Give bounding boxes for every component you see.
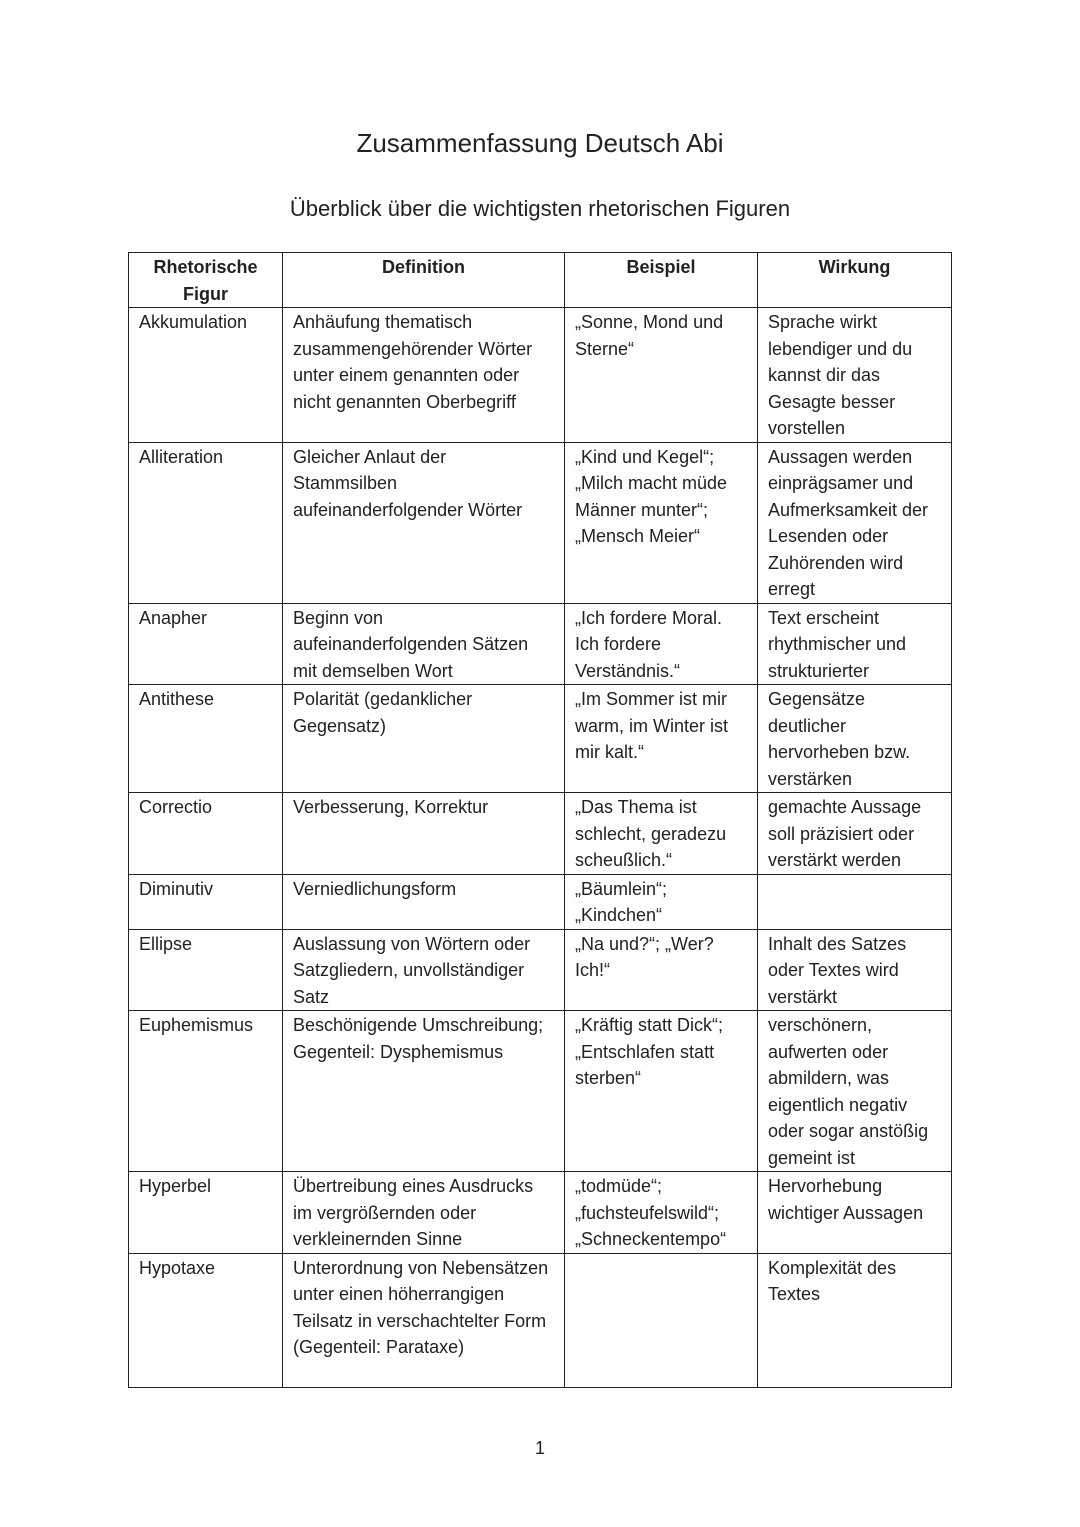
section-heading: Überblick über die wichtigsten rhetorischen Figuren bbox=[289, 196, 791, 221]
table-row bbox=[129, 1011, 952, 1172]
cell-wirkung: verschönern, aufwerten oder abmildern, was eigentlich negativ oder sogar anstößig gemeint ist bbox=[758, 1011, 952, 1172]
page-number: 1 bbox=[534, 1438, 545, 1458]
cell-figur: Anapher bbox=[129, 603, 283, 685]
cell-beispiel: „Das Thema ist schlecht, geradezu scheußlich.“ bbox=[565, 793, 758, 875]
cell-wirkung: Aussagen werden einprägsamer und Aufmerksamkeit der Lesenden oder Zuhörenden wird erregt bbox=[758, 442, 952, 603]
header-figur: Rhetorische Figur bbox=[129, 253, 283, 308]
rhetorical-figures-table bbox=[128, 252, 952, 1388]
header-wirkung: Wirkung bbox=[758, 253, 952, 308]
cell-definition: Beschönigende Umschreibung; Gegenteil: Dysphemismus bbox=[283, 1011, 565, 1172]
cell-beispiel: „todmüde“; „fuchsteufelswild“; „Schneckentempo“ bbox=[565, 1172, 758, 1254]
table-row bbox=[129, 793, 952, 875]
cell-beispiel: „Kind und Kegel“; „Milch macht müde Männer munter“; „Mensch Meier“ bbox=[565, 442, 758, 603]
cell-wirkung: Komplexität des Textes bbox=[758, 1253, 952, 1387]
cell-figur: Akkumulation bbox=[129, 308, 283, 443]
cell-beispiel: „Bäumlein“; „Kindchen“ bbox=[565, 874, 758, 929]
header-beispiel: Beispiel bbox=[565, 253, 758, 308]
cell-definition: Gleicher Anlaut der Stammsilben aufeinanderfolgender Wörter bbox=[283, 442, 565, 603]
cell-beispiel bbox=[565, 1253, 758, 1387]
table-row bbox=[129, 874, 952, 929]
table-row bbox=[129, 685, 952, 793]
header-definition: Definition bbox=[283, 253, 565, 308]
cell-figur: Diminutiv bbox=[129, 874, 283, 929]
cell-wirkung: Sprache wirkt lebendiger und du kannst dir das Gesagte besser vorstellen bbox=[758, 308, 952, 443]
cell-wirkung bbox=[758, 874, 952, 929]
cell-figur: Hypotaxe bbox=[129, 1253, 283, 1387]
cell-definition: Verniedlichungsform bbox=[283, 874, 565, 929]
cell-figur: Ellipse bbox=[129, 929, 283, 1011]
cell-definition: Verbesserung, Korrektur bbox=[283, 793, 565, 875]
table-row bbox=[129, 929, 952, 1011]
table-row bbox=[129, 442, 952, 603]
cell-definition: Auslassung von Wörtern oder Satzgliedern, unvollständiger Satz bbox=[283, 929, 565, 1011]
cell-definition: Beginn von aufeinanderfolgenden Sätzen mit demselben Wort bbox=[283, 603, 565, 685]
table-row bbox=[129, 1172, 952, 1254]
cell-figur: Hyperbel bbox=[129, 1172, 283, 1254]
cell-figur: Euphemismus bbox=[129, 1011, 283, 1172]
cell-beispiel: „Na und?“; „Wer? Ich!“ bbox=[565, 929, 758, 1011]
cell-figur: Correctio bbox=[129, 793, 283, 875]
cell-figur: Alliteration bbox=[129, 442, 283, 603]
table-header-row bbox=[129, 253, 952, 308]
cell-wirkung: Hervorhebung wichtiger Aussagen bbox=[758, 1172, 952, 1254]
table-row bbox=[129, 308, 952, 443]
table-row bbox=[129, 603, 952, 685]
cell-beispiel: „Ich fordere Moral. Ich fordere Verständnis.“ bbox=[565, 603, 758, 685]
document-title: Zusammenfassung Deutsch Abi bbox=[356, 128, 724, 158]
cell-wirkung: Inhalt des Satzes oder Textes wird verstärkt bbox=[758, 929, 952, 1011]
cell-wirkung: Text erscheint rhythmischer und strukturierter bbox=[758, 603, 952, 685]
cell-definition: Unterordnung von Nebensätzen unter einen höherrangigen Teilsatz in verschachtelter Form (Gegenteil: Parataxe) bbox=[283, 1253, 565, 1387]
cell-wirkung: gemachte Aussage soll präzisiert oder verstärkt werden bbox=[758, 793, 952, 875]
cell-beispiel: „Kräftig statt Dick“; „Entschlafen statt sterben“ bbox=[565, 1011, 758, 1172]
cell-wirkung: Gegensätze deutlicher hervorheben bzw. verstärken bbox=[758, 685, 952, 793]
cell-beispiel: „Sonne, Mond und Sterne“ bbox=[565, 308, 758, 443]
cell-figur: Antithese bbox=[129, 685, 283, 793]
cell-definition: Polarität (gedanklicher Gegensatz) bbox=[283, 685, 565, 793]
cell-beispiel: „Im Sommer ist mir warm, im Winter ist mir kalt.“ bbox=[565, 685, 758, 793]
cell-definition: Anhäufung thematisch zusammengehörender Wörter unter einem genannten oder nicht genannten Oberbegriff bbox=[283, 308, 565, 443]
table-row bbox=[129, 1253, 952, 1387]
cell-definition: Übertreibung eines Ausdrucks im vergrößernden oder verkleinernden Sinne bbox=[283, 1172, 565, 1254]
